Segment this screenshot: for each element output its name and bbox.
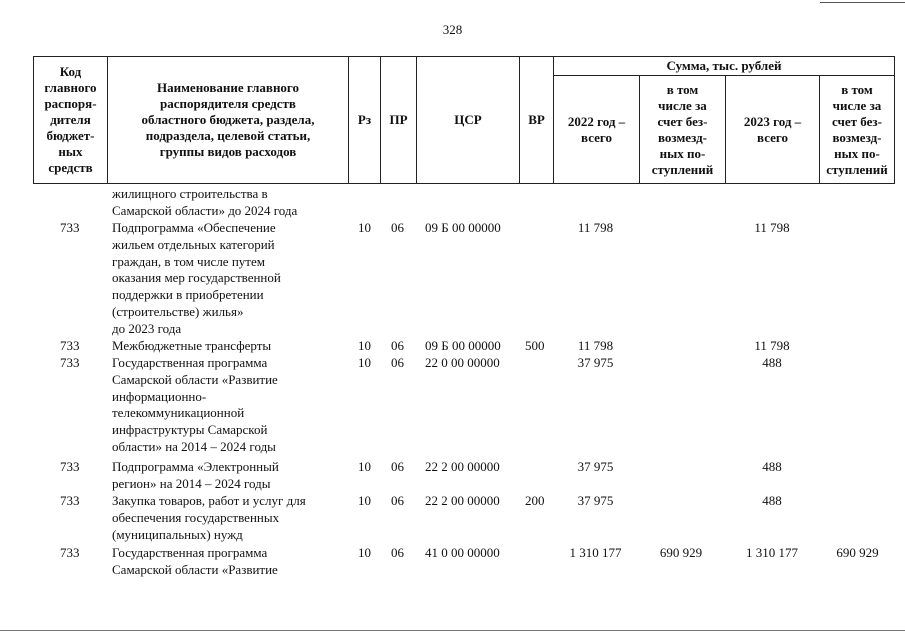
cell-sum-2023: 1 310 177 [746,545,798,560]
cell-csr: 22 0 00 00000 [425,355,500,370]
cell-rz: 10 [358,545,371,560]
header-vr: ВР [528,112,545,127]
cell-sum-2022: 11 798 [577,220,614,235]
header-sum-2023-free: в том числе за счет без- возмезд- ных по- ступлений [826,81,888,177]
cell-code: 733 [60,220,80,235]
cell-sum-2022: 37 975 [577,459,614,474]
cell-name: Государственная программа Самарской области «Развитие информационно- телекоммуникационной инфраструктуры Самарской области» на 2014 – 2024 годы [112,355,278,454]
cell-sum-2023-free: 690 929 [836,545,879,560]
cell-pr: 06 [391,338,404,353]
cell-csr: 22 2 00 00000 [425,459,500,474]
cell-name: Государственная программа Самарской области «Развитие [112,545,278,577]
cell-csr: 09 Б 00 00000 [425,338,501,353]
cell-rz: 10 [358,355,371,370]
header-code: Код главного распоря- дителя бюджет- ных средств [44,64,97,175]
cell-csr: 09 Б 00 00000 [425,220,501,235]
header-rz: Рз [357,112,372,127]
cell-rz: 10 [358,459,371,474]
cell-vr: 200 [525,493,545,508]
header-pr: ПР [389,112,408,127]
cell-pr: 06 [391,459,404,474]
cell-name: Межбюджетные трансферты [112,338,272,353]
cell-code: 733 [60,338,80,353]
header-name: Наименование главного распорядителя средств областного бюджета, раздела, подраздела, целевой статьи, группы видов расходов [141,80,315,159]
cell-name: Подпрограмма «Электронный регион» на 2014 – 2024 годы [112,459,279,491]
cell-rz: 10 [358,338,371,353]
cell-sum-2022: 1 310 177 [569,545,622,560]
cell-name: жилищного строительства в Самарской области» до 2024 года [112,186,298,218]
cell-sum-2022-free: 690 929 [659,545,703,560]
table-header [33,56,895,184]
cell-sum-2023: 11 798 [754,220,790,235]
bottom-edge-line [0,630,905,631]
cell-pr: 06 [391,545,404,560]
cell-rz: 10 [358,220,371,235]
cell-vr: 500 [525,338,545,353]
top-edge-line [820,2,905,3]
cell-code: 733 [60,545,80,560]
cell-name: Закупка товаров, работ и услуг для обеспечения государственных (муниципальных) нужд [112,493,306,542]
header-sum-group: Сумма, тыс. рублей [666,58,782,73]
header-csr: ЦСР [454,112,482,127]
cell-sum-2023: 488 [762,493,782,508]
cell-sum-2023: 11 798 [754,338,790,353]
cell-pr: 06 [391,355,404,370]
cell-sum-2023: 488 [762,355,782,370]
cell-csr: 41 0 00 00000 [425,545,500,560]
cell-sum-2022: 11 798 [577,338,614,353]
cell-sum-2022: 37 975 [577,493,614,508]
cell-code: 733 [60,459,80,474]
cell-pr: 06 [391,493,404,508]
header-sum-2022: 2022 год – всего [567,113,626,145]
cell-rz: 10 [358,493,371,508]
cell-code: 733 [60,355,80,370]
cell-code: 733 [60,493,80,508]
cell-name: Подпрограмма «Обеспечение жильем отдельных категорий граждан, в том числе путем оказания мер государственной поддержки в приобретении (строительстве) жилья» до 2023 года [112,220,281,336]
cell-csr: 22 2 00 00000 [425,493,500,508]
header-sum-2022-free: в том числе за счет без- возмезд- ных по- ступлений [651,81,714,177]
cell-pr: 06 [391,220,404,235]
cell-sum-2023: 488 [762,459,782,474]
cell-sum-2022: 37 975 [577,355,614,370]
page-number: 328 [442,22,463,37]
header-sum-2023: 2023 год – всего [743,113,802,145]
